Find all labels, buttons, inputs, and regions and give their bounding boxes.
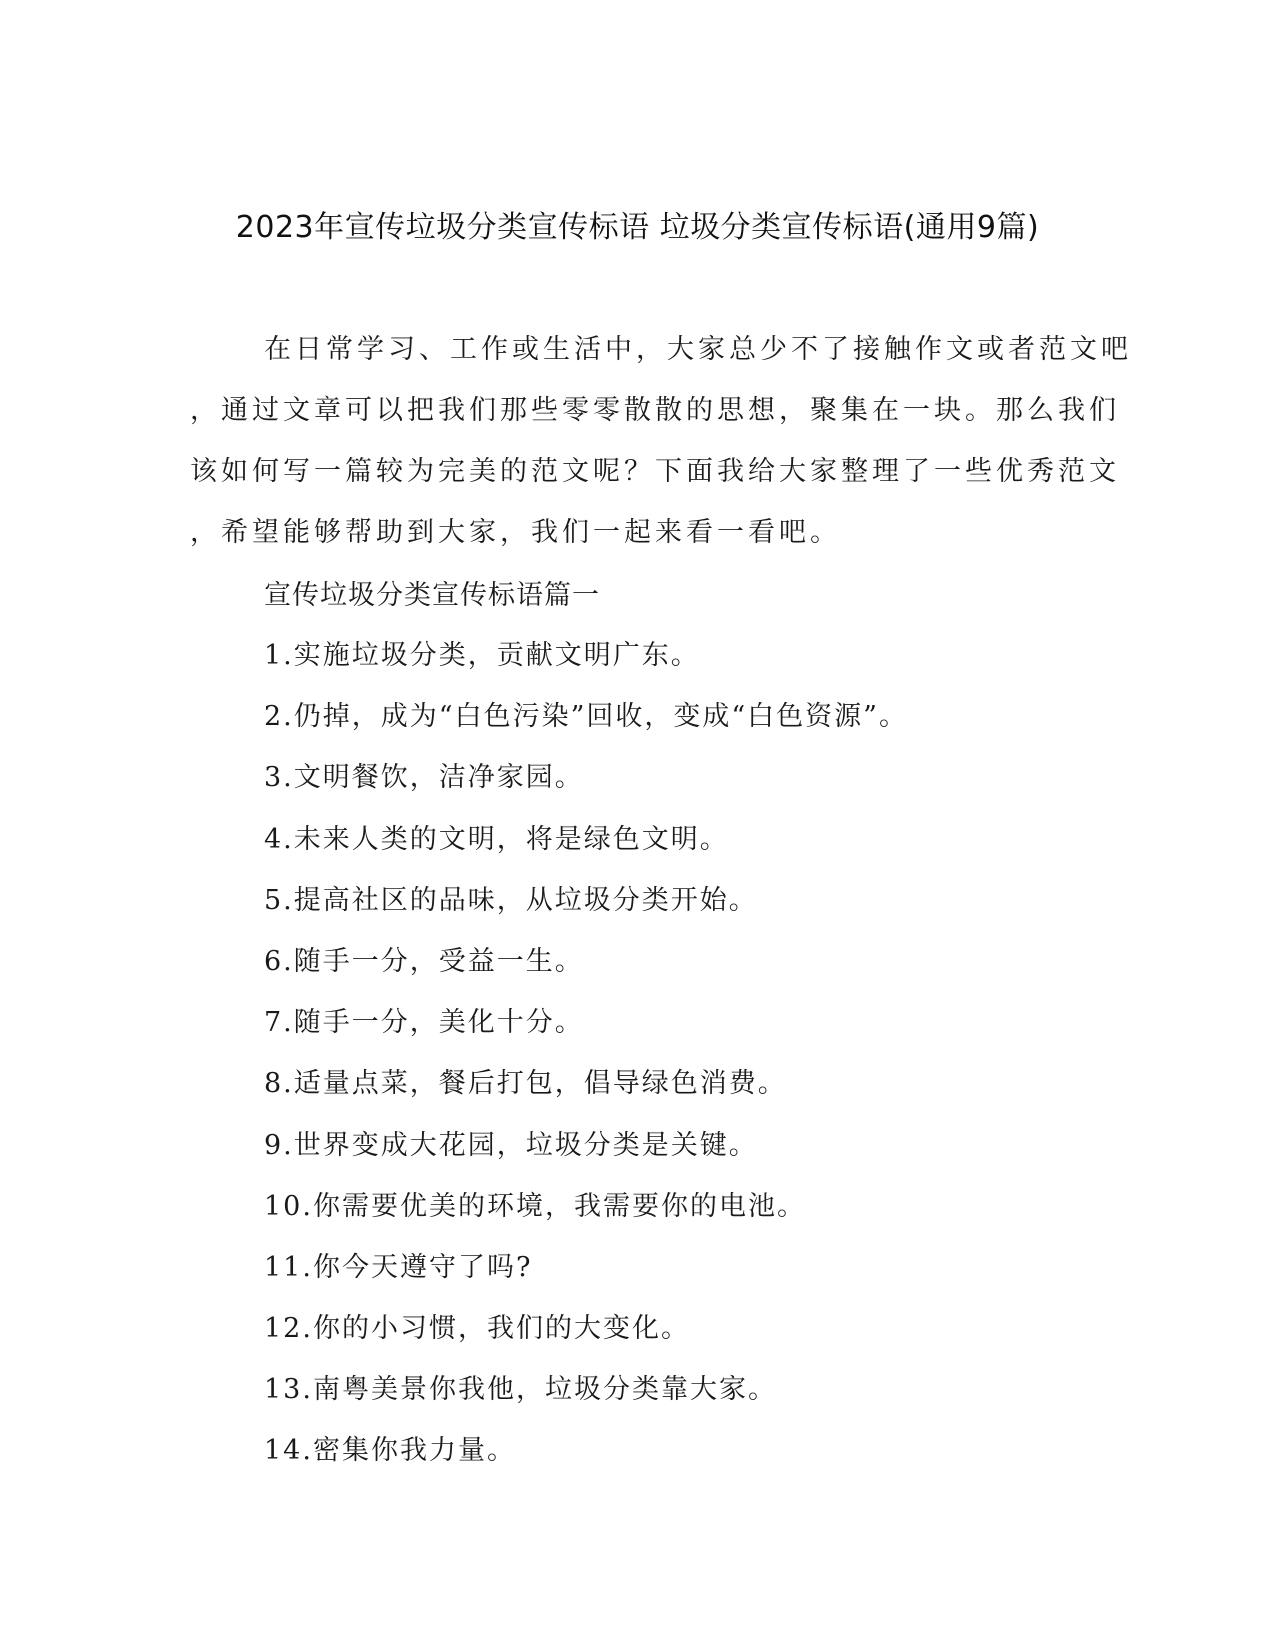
slogan-item: 4.未来人类的文明，将是绿色文明。 xyxy=(264,823,729,855)
slogan-item: 14.密集你我力量。 xyxy=(264,1435,516,1467)
slogan-item: 9.世界变成大花园，垃圾分类是关键。 xyxy=(264,1129,758,1161)
slogan-item: 13.南粤美景你我他，垃圾分类靠大家。 xyxy=(264,1374,777,1406)
slogan-item: 10.你需要优美的环境，我需要你的电池。 xyxy=(264,1190,806,1222)
slogan-item: 3.文明餐饮，洁净家园。 xyxy=(264,762,584,794)
intro-line: ，希望能够帮助到大家，我们一起来看一看吧。 xyxy=(190,517,841,548)
slogan-item: 5.提高社区的品味，从垃圾分类开始。 xyxy=(264,884,758,916)
slogan-item: 8.适量点菜，餐后打包，倡导绿色消费。 xyxy=(264,1068,787,1100)
section-heading: 宣传垃圾分类宣传标语篇一 xyxy=(264,580,600,611)
slogan-list xyxy=(264,633,908,1490)
slogan-item: 2.仍掉，成为“白色污染”回收，变成“白色资源”。 xyxy=(264,701,908,733)
intro-line: 该如何写一篇较为完美的范文呢？下面我给大家整理了一些优秀范文 xyxy=(190,456,1120,487)
slogan-item: 6.随手一分，受益一生。 xyxy=(264,945,584,977)
document-title: 2023年宣传垃圾分类宣传标语 垃圾分类宣传标语(通用9篇) xyxy=(235,210,1040,245)
slogan-item: 11.你今天遵守了吗? xyxy=(264,1251,533,1283)
intro-line: ，通过文章可以把我们那些零零散散的思想，聚集在一块。那么我们 xyxy=(190,395,1120,426)
slogan-item: 7.随手一分，美化十分。 xyxy=(264,1007,584,1039)
slogan-item: 1.实施垃圾分类，贡献文明广东。 xyxy=(264,640,700,671)
slogan-item: 12.你的小习惯，我们的大变化。 xyxy=(264,1313,690,1345)
intro-paragraph xyxy=(190,327,1132,571)
intro-line: 在日常学习、工作或生活中，大家总少不了接触作文或者范文吧 xyxy=(264,334,1132,365)
